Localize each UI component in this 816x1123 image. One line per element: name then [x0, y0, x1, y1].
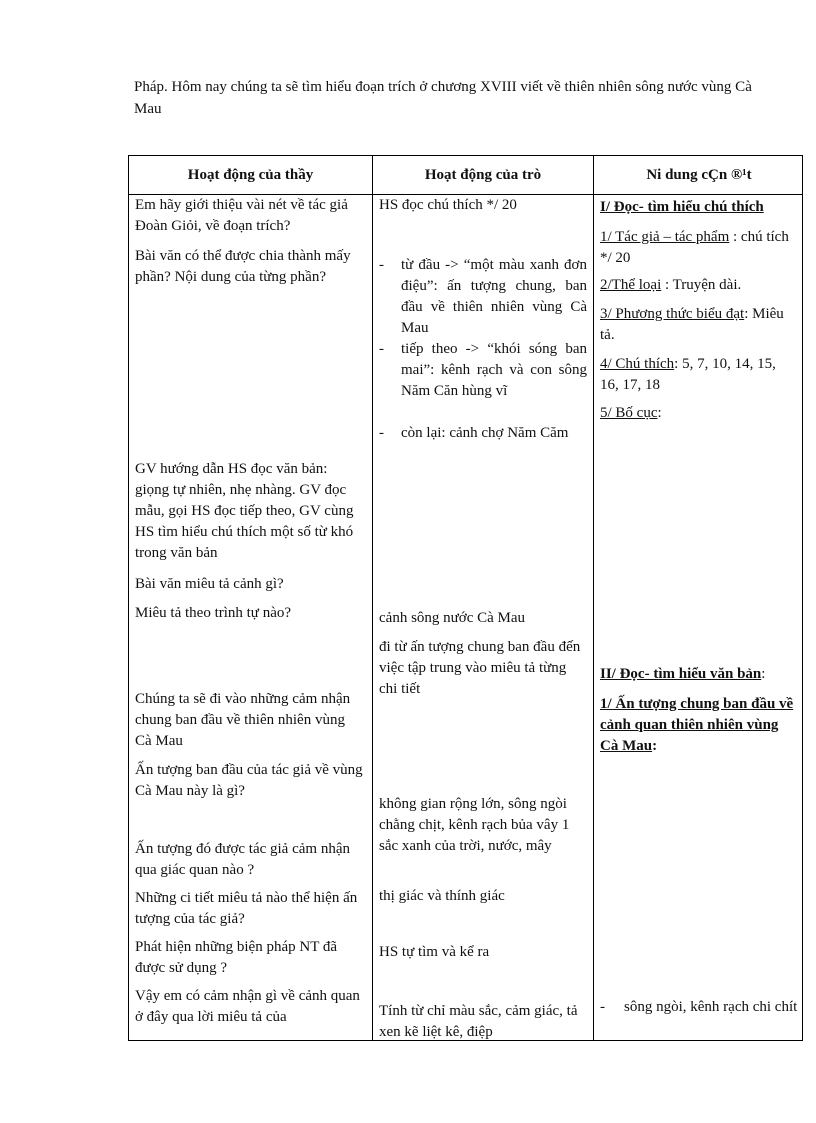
teacher-note: Chúng ta sẽ đi vào những cảm nhận chung ban đầu về thiên nhiên vùng Cà Mau: [135, 691, 351, 749]
teacher-q6: Ấn tượng đó được tác giả cảm nhận qua giác quan nào ?: [135, 841, 350, 878]
student-part2: tiếp theo -> “khói sóng ban mai”: kênh rạch và con sông Năm Căn hùng vĩ: [401, 341, 587, 399]
content-notes: [600, 354, 795, 396]
bullet-dash: -: [379, 425, 384, 441]
section-2-1-heading-colon: :: [652, 738, 658, 754]
column-divider: [372, 156, 373, 1040]
bullet-dash: -: [379, 257, 384, 273]
student-a7: Tính từ chỉ màu sắc, cảm giác, tả xen kẽ liệt kê, điệp: [379, 1003, 578, 1040]
section-2-1-heading: [600, 694, 795, 757]
student-a4: không gian rộng lớn, sông ngòi chằng chịt, kênh rạch bủa vây 1 sắc xanh của trời, nước, mây: [379, 796, 570, 854]
content-genre-value: : Truyện dài.: [661, 277, 742, 293]
student-a1: HS đọc chú thích */ 20: [379, 197, 517, 213]
content-mode-label: 3/ Phương thức biểu đạt: [600, 306, 745, 322]
student-a2: cảnh sông nước Cà Mau: [379, 610, 526, 626]
content-genre: [600, 275, 795, 296]
student-a3: đi từ ấn tượng chung ban đầu đến việc tập trung vào miêu tả từng chi tiết: [379, 639, 581, 697]
student-a5: thị giác và thính giác: [379, 888, 505, 904]
content-author: [600, 227, 795, 269]
teacher-q5: Ấn tượng ban đầu của tác giả về vùng Cà Mau này là gì?: [135, 762, 363, 799]
student-part3: còn lại: cảnh chợ Năm Căm: [401, 425, 569, 441]
header-content: Ni dung cÇn ®¹t: [646, 166, 752, 183]
section-2-1-heading-label: 1/ Ấn tượng chung ban đầu về cảnh quan thiên nhiên vùng Cà Mau: [600, 696, 794, 754]
section-1-heading: I/ Đọc- tìm hiểu chú thích: [600, 199, 764, 215]
teacher-q1: Em hãy giới thiệu vài nét về tác giả Đoàn Giỏi, về đoạn trích?: [135, 197, 348, 234]
content-mode: [600, 304, 795, 346]
teacher-q3: Bài văn miêu tả cảnh gì?: [135, 576, 284, 592]
lesson-table: [128, 155, 803, 1041]
content-structure-value: :: [657, 405, 662, 421]
teacher-q7: Những ci tiết miêu tả nào thể hiện ấn tượng của tác giả?: [135, 890, 358, 927]
teacher-q9: Vậy em có cảm nhận gì về cảnh quan ở đây qua lời miêu tả của: [135, 988, 360, 1025]
teacher-q2: Bài văn có thể được chia thành mấy phần? Nội dung của từng phần?: [135, 248, 351, 285]
section-2-heading-label: II/ Đọc- tìm hiểu văn bản: [600, 666, 762, 682]
content-genre-label: 2/Thể loại: [600, 277, 662, 293]
section-2-heading: [600, 664, 795, 685]
teacher-q4: Miêu tả theo trình tự nào?: [135, 605, 292, 621]
content-notes-value: : 5, 7, 10, 14, 15, 16, 17, 18: [600, 356, 776, 393]
student-a6: HS tự tìm và kể ra: [379, 944, 490, 960]
column-divider: [593, 156, 594, 1040]
intro-text: Pháp. Hôm nay chúng ta sẽ tìm hiểu đoạn trích ở chương XVIII viết về thiên nhiên sông nước vùng Cà Mau: [134, 79, 752, 117]
section-2-heading-colon: :: [761, 666, 766, 682]
teacher-guide: GV hướng dẫn HS đọc văn bản: giọng tự nhiên, nhẹ nhàng. GV đọc mẫu, gọi HS đọc tiếp theo, GV cùng HS tìm hiểu chú thích một số từ khó trong văn bản: [135, 461, 354, 561]
content-bullet: sông ngòi, kênh rạch chi chít: [624, 999, 798, 1015]
student-part1: từ đầu -> “một màu xanh đơn điệu”: ấn tượng chung, ban đầu về thiên nhiên vùng Cà Mau: [401, 257, 587, 336]
content-author-value: : chú tích */ 20: [600, 229, 789, 266]
content-notes-label: 4/ Chú thích: [600, 356, 675, 372]
content-structure: [600, 403, 795, 424]
header-student: Hoạt động của trò: [424, 166, 542, 183]
teacher-q8: Phát hiện những biện pháp NT đã được sử dụng ?: [135, 939, 337, 976]
content-structure-label: 5/ Bố cục: [600, 405, 658, 421]
bullet-dash: -: [600, 999, 605, 1015]
bullet-dash: -: [379, 341, 384, 357]
content-author-label: 1/ Tác giả – tác phẩm: [600, 229, 730, 245]
header-teacher: Hoạt động của thầy: [187, 166, 314, 183]
content-mode-value: : Miêu tả.: [600, 306, 784, 343]
